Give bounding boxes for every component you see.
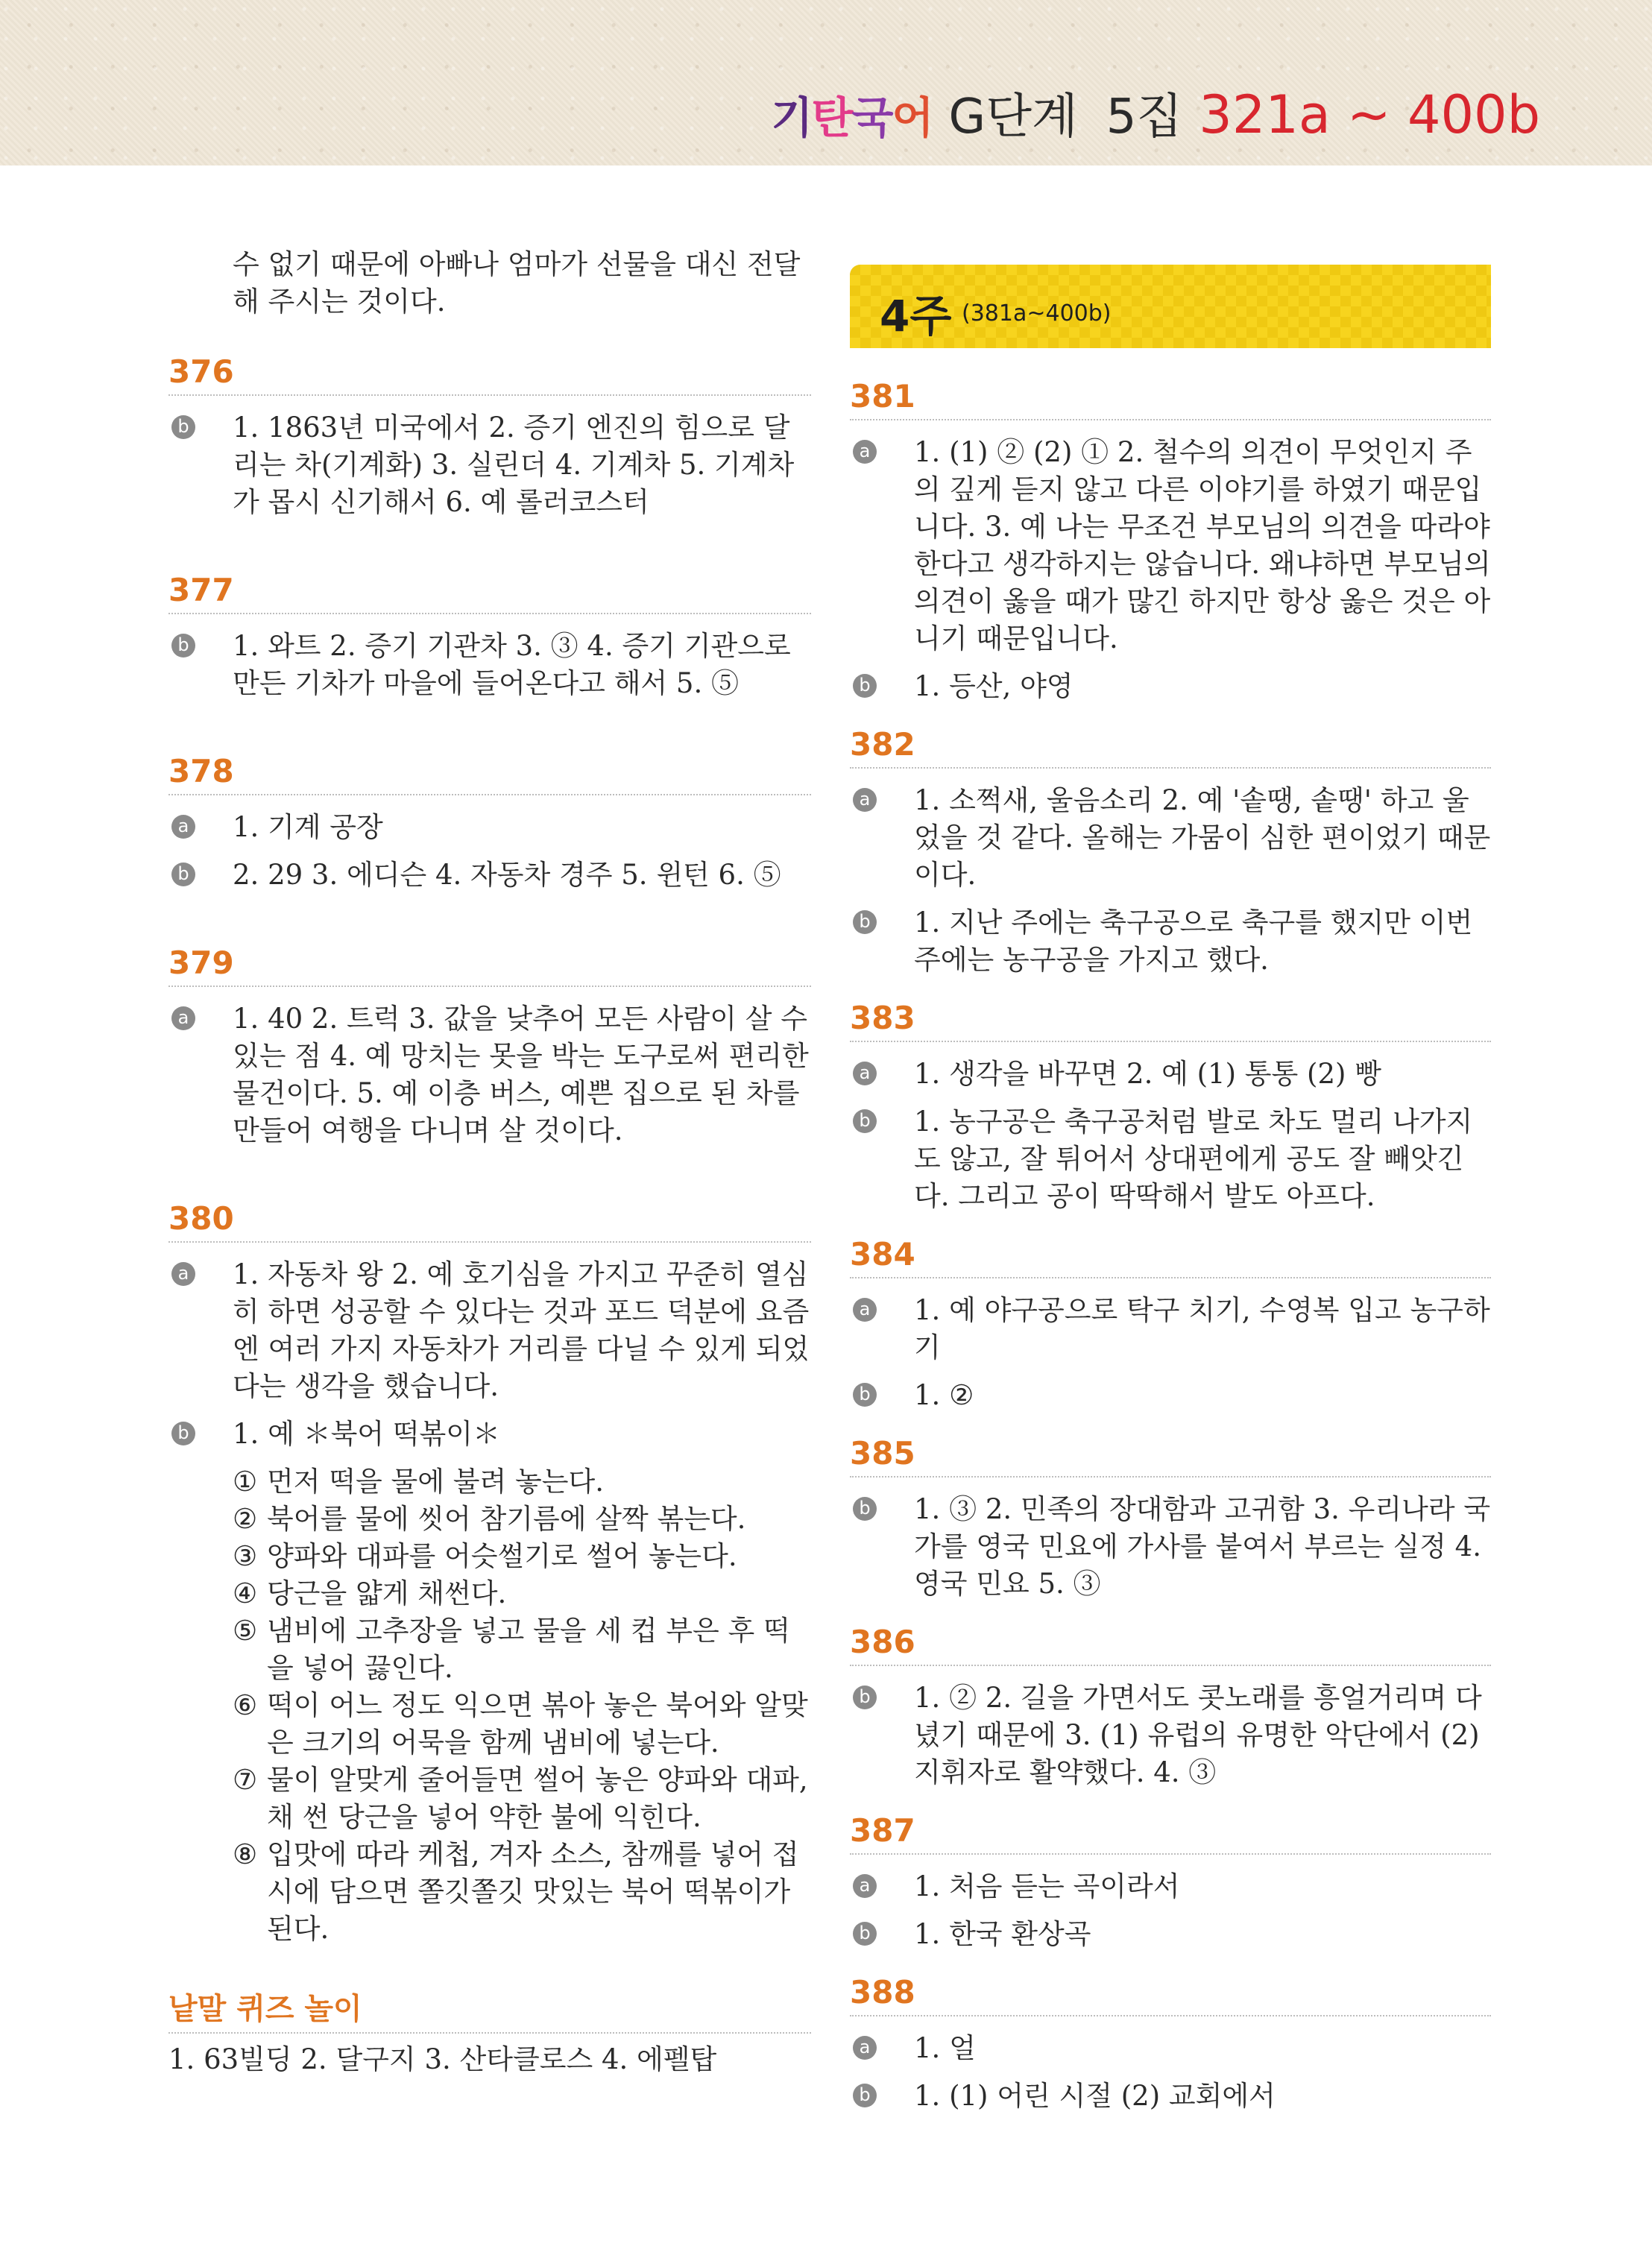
answer-badge: a bbox=[171, 815, 195, 839]
right-column bbox=[850, 246, 1491, 2136]
step-number: ④ bbox=[233, 1577, 258, 1609]
section-388 bbox=[850, 1974, 1491, 2115]
answer-row bbox=[168, 809, 811, 846]
section-number: 388 bbox=[850, 1974, 1491, 2016]
step-number: ⑥ bbox=[233, 1689, 258, 1721]
answer-row bbox=[850, 1103, 1491, 1215]
section-number: 387 bbox=[850, 1812, 1491, 1855]
answer-row bbox=[850, 1491, 1491, 1603]
brand-logo bbox=[771, 83, 932, 145]
step-text: 떡이 어느 정도 익으면 볶아 놓은 북어와 알맞은 크기의 어묵을 함께 냄비에 넣는다. bbox=[267, 1689, 808, 1759]
answer-text: 1. 예 ＊북어 떡볶이＊ bbox=[233, 1418, 501, 1450]
answer-text: 1. 자동차 왕 2. 예 호기심을 가지고 꾸준히 열심히 하면 성공할 수 있다는 것과 포드 덕분에 요즘엔 여러 가지 자동차가 거리를 다닐 수 있게 되었다는 생각을 했습니다. bbox=[233, 1258, 810, 1402]
answer-badge: b bbox=[853, 1497, 877, 1521]
volume-label: 5집 bbox=[1106, 89, 1183, 145]
section-number: 382 bbox=[850, 726, 1491, 769]
section-number: 386 bbox=[850, 1624, 1491, 1666]
answer-badge: b bbox=[171, 415, 195, 439]
section-385 bbox=[850, 1435, 1491, 1603]
section-384 bbox=[850, 1236, 1491, 1414]
week-banner bbox=[850, 265, 1491, 348]
section-number: 376 bbox=[168, 353, 811, 396]
answer-row bbox=[850, 1292, 1491, 1366]
book-title bbox=[771, 78, 1540, 145]
answer-text: 1. 등산, 야영 bbox=[914, 670, 1074, 702]
left-column bbox=[168, 246, 811, 2078]
answer-text: 1. ② bbox=[914, 1379, 974, 1411]
step-text: 물이 알맞게 줄어들면 썰어 놓은 양파와 대파, 채 썬 당근을 넣어 약한 불에 익힌다. bbox=[267, 1764, 808, 1833]
answer-text: 1. 소쩍새, 울음소리 2. 예 '솥땡, 솥땡' 하고 울었을 것 같다. 올해는 가뭄이 심한 편이었기 때문이다. bbox=[914, 784, 1491, 891]
recipe-step bbox=[233, 1836, 811, 1948]
intro-text: 수 없기 때문에 아빠나 엄마가 선물을 대신 전달해 주시는 것이다. bbox=[233, 248, 801, 318]
answer-text: 1. ② 2. 길을 가면서도 콧노래를 흥얼거리며 다녔기 때문에 3. (1) 유럽의 유명한 악단에서 (2) 지휘자로 활약했다. 4. ③ bbox=[914, 1682, 1482, 1788]
answer-badge: a bbox=[853, 1062, 877, 1085]
answer-row bbox=[850, 2030, 1491, 2067]
answer-text: 1. ③ 2. 민족의 장대함과 고귀함 3. 우리나라 국가를 영국 민요에 가사를 붙여서 부르는 실정 4. 영국 민요 5. ③ bbox=[914, 1493, 1491, 1600]
answer-badge: b bbox=[853, 2084, 877, 2107]
range-label: 321a ~ 400b bbox=[1199, 84, 1540, 145]
section-number: 377 bbox=[168, 572, 811, 614]
answer-row bbox=[850, 1680, 1491, 1791]
section-377 bbox=[168, 572, 811, 702]
answer-badge: a bbox=[853, 788, 877, 812]
step-number: ② bbox=[233, 1503, 258, 1535]
step-text: 입맛에 따라 케첩, 겨자 소스, 참깨를 넣어 접시에 담으면 쫄깃쫄깃 맛있는 북어 떡볶이가 된다. bbox=[267, 1838, 799, 1945]
section-number: 383 bbox=[850, 1000, 1491, 1042]
answer-row bbox=[850, 1056, 1491, 1093]
step-text: 양파와 대파를 어슷썰기로 썰어 놓는다. bbox=[267, 1540, 737, 1572]
step-text: 먼저 떡을 물에 불려 놓는다. bbox=[267, 1466, 604, 1498]
recipe-step bbox=[233, 1687, 811, 1762]
answer-text: 1. 얼 bbox=[914, 2032, 976, 2064]
answer-row bbox=[168, 409, 811, 521]
recipe-step bbox=[233, 1501, 811, 1538]
answer-text: 1. 예 야구공으로 탁구 치기, 수영복 입고 농구하기 bbox=[914, 1294, 1490, 1363]
section-number: 381 bbox=[850, 378, 1491, 420]
week-subtitle: (381a~400b) bbox=[962, 300, 1112, 327]
answer-badge: a bbox=[853, 440, 877, 464]
section-387 bbox=[850, 1812, 1491, 1953]
answer-row bbox=[850, 1868, 1491, 1905]
quiz-title: 낱말 퀴즈 놀이 bbox=[168, 1985, 811, 2034]
answer-text: 1. 한국 환상곡 bbox=[914, 1918, 1091, 1950]
section-number: 379 bbox=[168, 945, 811, 987]
step-text: 냄비에 고추장을 넣고 물을 세 컵 부은 후 떡을 넣어 끓인다. bbox=[267, 1615, 790, 1684]
answer-text: 1. 생각을 바꾸면 2. 예 (1) 통통 (2) 빵 bbox=[914, 1058, 1381, 1090]
section-380 bbox=[168, 1200, 811, 1948]
brand-char-4: 어 bbox=[892, 92, 933, 143]
answer-badge: a bbox=[853, 1298, 877, 1322]
step-number: ⑦ bbox=[233, 1764, 258, 1796]
section-number: 380 bbox=[168, 1200, 811, 1243]
section-383 bbox=[850, 1000, 1491, 1215]
quiz-answers: 1. 63빌딩 2. 달구지 3. 산타클로스 4. 에펠탑 bbox=[168, 2043, 717, 2075]
answer-row bbox=[850, 782, 1491, 894]
answer-text: 1. 지난 주에는 축구공으로 축구를 했지만 이번 주에는 농구공을 가지고 했다. bbox=[914, 906, 1473, 976]
answer-row bbox=[850, 434, 1491, 658]
answer-row bbox=[850, 1377, 1491, 1414]
recipe-step bbox=[233, 1538, 811, 1575]
answer-row bbox=[168, 628, 811, 702]
recipe-step bbox=[233, 1762, 811, 1836]
answer-row bbox=[850, 904, 1491, 979]
answer-text: 1. 농구공은 축구공처럼 발로 차도 멀리 나가지도 않고, 잘 튀어서 상대편에게 공도 잘 빼앗긴다. 그리고 공이 딱딱해서 발도 아프다. bbox=[914, 1106, 1473, 1212]
brand-char-2: 탄 bbox=[811, 92, 852, 143]
answer-text: 1. 처음 듣는 곡이라서 bbox=[914, 1870, 1180, 1902]
answer-badge: b bbox=[171, 634, 195, 658]
answer-row bbox=[168, 1256, 811, 1405]
answer-text: 1. 40 2. 트럭 3. 값을 낮추어 모든 사람이 살 수 있는 점 4. 예 망치는 못을 박는 도구로써 편리한 물건이다. 5. 예 이층 버스, 예쁜 집으로 된 차를 만들어 여행을 다니며 살 것이다. bbox=[233, 1003, 809, 1147]
answer-badge: a bbox=[171, 1262, 195, 1286]
recipe-step bbox=[233, 1575, 811, 1612]
answer-badge: a bbox=[853, 2036, 877, 2060]
step-number: ① bbox=[233, 1466, 258, 1498]
section-381 bbox=[850, 378, 1491, 705]
answer-row bbox=[850, 2078, 1491, 2115]
recipe-step bbox=[233, 1463, 811, 1501]
section-number: 385 bbox=[850, 1435, 1491, 1478]
step-number: ⑧ bbox=[233, 1838, 258, 1870]
answer-row bbox=[168, 857, 811, 894]
section-number: 384 bbox=[850, 1236, 1491, 1278]
answer-badge: b bbox=[853, 1383, 877, 1407]
section-378 bbox=[168, 753, 811, 894]
answer-text: 2. 29 3. 에디슨 4. 자동차 경주 5. 윈턴 6. ⑤ bbox=[233, 859, 781, 891]
answer-badge: b bbox=[853, 674, 877, 698]
answer-text: 1. (1) ② (2) ① 2. 철수의 의견이 무엇인지 주의 깊게 듣지 않고 다른 이야기를 하였기 때문입니다. 3. 예 나는 무조건 부모님의 의견을 따라야 한다고 생각하지는 않습니다. 왜냐하면 부모님의 의견이 옳을 때가 많긴 하지만 항상 옳은 것은 아니기 때문입니다. bbox=[914, 436, 1491, 655]
level-label: G단계 bbox=[948, 89, 1078, 145]
step-text: 당근을 얇게 채썬다. bbox=[267, 1577, 507, 1609]
week-title: 4주 bbox=[880, 291, 952, 341]
step-number: ③ bbox=[233, 1540, 258, 1572]
answer-badge: b bbox=[853, 1685, 877, 1709]
answer-row bbox=[168, 1416, 811, 1453]
answer-row bbox=[850, 1916, 1491, 1953]
brand-char-3: 국 bbox=[851, 92, 892, 143]
answer-badge: b bbox=[853, 910, 877, 934]
answer-badge: b bbox=[853, 1922, 877, 1946]
answer-row bbox=[850, 668, 1491, 705]
answer-row bbox=[168, 1000, 811, 1150]
recipe-step bbox=[233, 1612, 811, 1687]
section-386 bbox=[850, 1624, 1491, 1791]
answer-badge: b bbox=[853, 1109, 877, 1133]
answer-badge: b bbox=[171, 1422, 195, 1445]
answer-badge: a bbox=[853, 1874, 877, 1898]
section-376 bbox=[168, 353, 811, 521]
brand-char-1: 기 bbox=[771, 92, 812, 143]
answer-text: 1. 기계 공장 bbox=[233, 811, 383, 843]
answer-text: 1. (1) 어린 시절 (2) 교회에서 bbox=[914, 2080, 1276, 2112]
answer-text: 1. 1863년 미국에서 2. 증기 엔진의 힘으로 달리는 차(기계화) 3. 실린더 4. 기계차 5. 기계차가 몹시 신기해서 6. 예 롤러코스터 bbox=[233, 411, 795, 518]
section-number: 378 bbox=[168, 753, 811, 795]
section-379 bbox=[168, 945, 811, 1150]
step-text: 북어를 물에 씻어 참기름에 살짝 볶는다. bbox=[267, 1503, 746, 1535]
recipe-steps bbox=[168, 1463, 811, 1948]
section-382 bbox=[850, 726, 1491, 979]
answer-text: 1. 와트 2. 증기 기관차 3. ③ 4. 증기 기관으로 만든 기차가 마을에 들어온다고 해서 5. ⑤ bbox=[233, 630, 791, 699]
step-number: ⑤ bbox=[233, 1615, 258, 1647]
answer-badge: b bbox=[171, 863, 195, 886]
answer-badge: a bbox=[171, 1006, 195, 1030]
page-header bbox=[0, 0, 1652, 165]
